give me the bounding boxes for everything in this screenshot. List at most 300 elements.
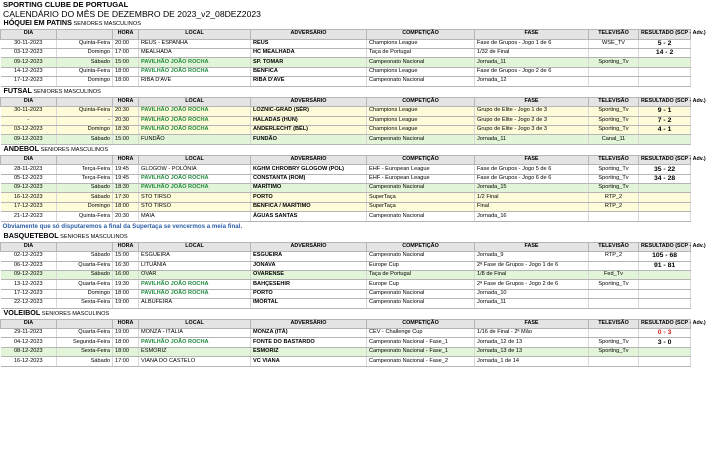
date-cell: 16-12-2023 [1, 357, 57, 366]
column-header: TELEVISÃO [589, 30, 639, 39]
column-header: RESULTADO (SCP - Adv.) [639, 97, 691, 106]
opponent-cell: OVARENSE [251, 270, 367, 279]
weekday-cell: Quinta-Feira [57, 212, 113, 221]
result-cell: 0 - 3 [639, 329, 691, 338]
table-row [1, 39, 691, 48]
column-header: LOCAL [139, 319, 251, 328]
tv-cell: Sporting_Tv [589, 184, 639, 193]
result-cell: 14 - 2 [639, 48, 691, 57]
opponent-cell: ÁGUAS SANTAS [251, 212, 367, 221]
competition-cell: Champions League [367, 125, 475, 134]
opponent-cell: HALADAS (HUN) [251, 116, 367, 125]
venue-cell: OVAR [139, 270, 251, 279]
competition-cell: Campeonato Nacional [367, 135, 475, 144]
opponent-cell: MONZA (ITÁ) [251, 329, 367, 338]
column-header: TELEVISÃO [589, 155, 639, 164]
competition-cell: SuperTaça [367, 193, 475, 202]
time-cell: 17:00 [113, 48, 139, 57]
competition-cell: Champions League [367, 39, 475, 48]
weekday-cell: Quinta-Feira [57, 107, 113, 116]
column-header: HORA [113, 319, 139, 328]
time-cell: 16:00 [113, 270, 139, 279]
time-cell: 18:30 [113, 125, 139, 134]
time-cell: 19:00 [113, 329, 139, 338]
table-row [1, 329, 691, 338]
column-header: TELEVISÃO [589, 319, 639, 328]
weekday-cell: Domingo [57, 48, 113, 57]
tv-cell: Fed_Tv [589, 270, 639, 279]
weekday-cell: Quarta-Feira [57, 329, 113, 338]
time-cell: 20:30 [113, 107, 139, 116]
weekday-cell: Sexta-Feira [57, 299, 113, 308]
tv-cell: RTP_2 [589, 202, 639, 211]
venue-cell: RIBA D'AVE [139, 77, 251, 86]
table-row [1, 135, 691, 144]
venue-cell: PAVILHÃO JOÃO ROCHA [139, 184, 251, 193]
time-cell: 20:00 [113, 39, 139, 48]
phase-cell: Jornada_16 [475, 212, 589, 221]
venue-cell: ESMORIZ [139, 347, 251, 356]
time-cell: 16:30 [113, 261, 139, 270]
table-row [1, 299, 691, 308]
column-header: RESULTADO (SCP - Adv.) [639, 155, 691, 164]
opponent-cell: BAHÇESEHIR [251, 280, 367, 289]
date-cell: 17-12-2023 [1, 289, 57, 298]
column-header: LOCAL [139, 242, 251, 251]
phase-cell: Jornada_11 [475, 299, 589, 308]
opponent-cell: REUS [251, 39, 367, 48]
opponent-cell: FUNDÃO [251, 135, 367, 144]
weekday-cell: Sexta-Feira [57, 347, 113, 356]
time-cell: 15:00 [113, 58, 139, 67]
column-header: FASE [475, 97, 589, 106]
result-cell [639, 202, 691, 211]
result-cell [639, 77, 691, 86]
date-cell: 09-12-2023 [1, 270, 57, 279]
opponent-cell: RIBA D'AVE [251, 77, 367, 86]
category-label: SENIORES MASCULINOS [71, 21, 141, 28]
table-row [1, 261, 691, 270]
opponent-cell: MARÍTIMO [251, 184, 367, 193]
opponent-cell: IMORTAL [251, 299, 367, 308]
time-cell: 19:45 [113, 174, 139, 183]
phase-cell: 1/32 de Final [475, 48, 589, 57]
venue-cell: STO TIRSO [139, 202, 251, 211]
venue-cell: REUS - ESPANHA [139, 39, 251, 48]
table-row [1, 125, 691, 134]
weekday-cell: Quarta-Feira [57, 261, 113, 270]
result-cell [639, 67, 691, 76]
date-cell: 16-12-2023 [1, 193, 57, 202]
column-header: ADVERSÁRIO [251, 242, 367, 251]
competition-cell: Champions League [367, 67, 475, 76]
column-header: RESULTADO (SCP - Adv.) [639, 30, 691, 39]
table-row [1, 280, 691, 289]
phase-cell: Jornada_9 [475, 252, 589, 261]
section-title [1, 86, 691, 97]
section-title [1, 19, 691, 30]
time-cell: 18:00 [113, 77, 139, 86]
date-cell: 06-12-2023 [1, 261, 57, 270]
weekday-cell: Sábado [57, 252, 113, 261]
result-cell [639, 347, 691, 356]
column-header: COMPETIÇÃO [367, 155, 475, 164]
opponent-cell: VC VIANA [251, 357, 367, 366]
tv-cell [589, 48, 639, 57]
venue-cell: ESGUEIRA [139, 252, 251, 261]
phase-cell: Fase de Grupos - Jogo 1 de 6 [475, 39, 589, 48]
weekday-cell: Domingo [57, 202, 113, 211]
table-row [1, 270, 691, 279]
time-cell: 15:00 [113, 252, 139, 261]
column-header [57, 155, 113, 164]
competition-cell: Taça de Portugal [367, 270, 475, 279]
supertaca-note: Obviamente que só disputaremos a final da Supertaça se vencermos a meia final. [2, 222, 243, 230]
weekday-cell: Quinta-Feira [57, 67, 113, 76]
sport-name: HÓQUEI EM PATINS [3, 18, 72, 28]
table-row [1, 347, 691, 356]
tv-cell: Canal_11 [589, 135, 639, 144]
tv-cell: Sporting_Tv [589, 107, 639, 116]
result-cell [639, 58, 691, 67]
column-header-row [1, 155, 691, 164]
weekday-cell: Sábado [57, 184, 113, 193]
time-cell: 19:00 [113, 299, 139, 308]
weekday-cell: Quarta-Feira [57, 280, 113, 289]
table-row [1, 107, 691, 116]
result-cell: 34 - 28 [639, 174, 691, 183]
result-cell: 5 - 2 [639, 39, 691, 48]
competition-cell: Campeonato Nacional [367, 212, 475, 221]
tv-cell [589, 261, 639, 270]
weekday-cell: Segunda-Feira [57, 338, 113, 347]
tv-cell: WSE_TV [589, 39, 639, 48]
phase-cell: Fase de Grupos - Jogo 6 de 6 [475, 174, 589, 183]
phase-cell: Jornada_13 de 13 [475, 347, 589, 356]
tv-cell [589, 212, 639, 221]
competition-cell: Campeonato Nacional [367, 58, 475, 67]
table-row [1, 116, 691, 125]
phase-cell: Jornada_10 [475, 289, 589, 298]
phase-cell: Grupo de Elite - Jogo 3 de 3 [475, 125, 589, 134]
venue-cell: STO TIRSO [139, 193, 251, 202]
date-cell: 22-12-2023 [1, 299, 57, 308]
date-cell: 09-12-2023 [1, 184, 57, 193]
table-row [1, 212, 691, 221]
section-title [1, 144, 691, 155]
competition-cell: Campeonato Nacional [367, 77, 475, 86]
venue-cell: FUNDÃO [139, 135, 251, 144]
column-header-row [1, 319, 691, 328]
phase-cell: Jornada_12 [475, 77, 589, 86]
venue-cell: PAVILHÃO JOÃO ROCHA [139, 107, 251, 116]
result-cell [639, 280, 691, 289]
result-cell: 4 - 1 [639, 125, 691, 134]
column-header: DIA [1, 242, 57, 251]
category-label: SENIORES MASCULINOS [40, 310, 110, 317]
weekday-cell: Domingo [57, 77, 113, 86]
competition-cell: EHF - European League [367, 165, 475, 174]
competition-cell: Taça de Portugal [367, 48, 475, 57]
date-cell: 13-12-2023 [1, 280, 57, 289]
note-row [1, 221, 691, 232]
column-header: ADVERSÁRIO [251, 30, 367, 39]
tv-cell [589, 77, 639, 86]
opponent-cell: JONAVA [251, 261, 367, 270]
date-cell: 02-12-2023 [1, 252, 57, 261]
weekday-cell: - [57, 116, 113, 125]
weekday-cell: Sábado [57, 135, 113, 144]
tv-cell [589, 357, 639, 366]
section-header [1, 19, 691, 30]
time-cell: 15:00 [113, 135, 139, 144]
club-name: SPORTING CLUBE DE PORTUGAL [3, 0, 129, 9]
column-header: ADVERSÁRIO [251, 319, 367, 328]
time-cell: 20:30 [113, 116, 139, 125]
opponent-cell: PORTO [251, 289, 367, 298]
competition-cell: Campeonato Nacional - Fase_2 [367, 357, 475, 366]
column-header: HORA [113, 155, 139, 164]
time-cell: 17:30 [113, 193, 139, 202]
section-title [1, 232, 691, 243]
date-cell: 03-12-2023 [1, 48, 57, 57]
table-row [1, 67, 691, 76]
weekday-cell: Domingo [57, 289, 113, 298]
competition-cell: EHF - European League [367, 174, 475, 183]
venue-cell: PAVILHÃO JOÃO ROCHA [139, 67, 251, 76]
phase-cell: Jornada_12 de 13 [475, 338, 589, 347]
date-cell: - [1, 116, 57, 125]
column-header: DIA [1, 97, 57, 106]
date-cell: 17-12-2023 [1, 77, 57, 86]
column-header: FASE [475, 319, 589, 328]
venue-cell: PAVILHÃO JOÃO ROCHA [139, 58, 251, 67]
result-cell: 3 - 0 [639, 338, 691, 347]
time-cell: 20:30 [113, 212, 139, 221]
time-cell: 18:00 [113, 347, 139, 356]
calendar-table [0, 18, 706, 367]
time-cell: 17:00 [113, 357, 139, 366]
weekday-cell: Domingo [57, 125, 113, 134]
table-row [1, 252, 691, 261]
tv-cell: Sporting_Tv [589, 125, 639, 134]
opponent-cell: ESMORIZ [251, 347, 367, 356]
column-header: DIA [1, 30, 57, 39]
opponent-cell: HC MEALHADA [251, 48, 367, 57]
column-header: COMPETIÇÃO [367, 97, 475, 106]
time-cell: 19:45 [113, 165, 139, 174]
opponent-cell: KGHM CHROBRY GLOGOW (POL) [251, 165, 367, 174]
tv-cell [589, 67, 639, 76]
opponent-cell: ANDERLECHT (BÉL) [251, 125, 367, 134]
tv-cell: Sporting_Tv [589, 338, 639, 347]
competition-cell: Campeonato Nacional [367, 252, 475, 261]
result-cell [639, 299, 691, 308]
column-header: FASE [475, 155, 589, 164]
phase-cell: Fase de Grupos - Jogo 2 de 6 [475, 67, 589, 76]
weekday-cell: Sábado [57, 193, 113, 202]
phase-cell: Final [475, 202, 589, 211]
phase-cell: Fase de Grupos - Jogo 5 de 6 [475, 165, 589, 174]
table-row [1, 202, 691, 211]
competition-cell: Campeonato Nacional - Fase_1 [367, 347, 475, 356]
phase-cell: 2ª Fase de Grupos - Jogo 1 de 6 [475, 261, 589, 270]
weekday-cell: Sábado [57, 357, 113, 366]
date-cell: 30-11-2023 [1, 107, 57, 116]
venue-cell: GLOGOW - POLÓNIA [139, 165, 251, 174]
time-cell: 18:00 [113, 67, 139, 76]
opponent-cell: CONSTANTA (ROM) [251, 174, 367, 183]
date-cell: 28-11-2023 [1, 165, 57, 174]
tv-cell: RTP_2 [589, 252, 639, 261]
date-cell: 14-12-2023 [1, 67, 57, 76]
tv-cell: RTP_2 [589, 193, 639, 202]
weekday-cell: Quinta-Feira [57, 39, 113, 48]
venue-cell: PAVILHÃO JOÃO ROCHA [139, 280, 251, 289]
competition-cell: Champions League [367, 116, 475, 125]
tv-cell: Sporting_Tv [589, 58, 639, 67]
category-label: SENIORES MASCULINOS [39, 146, 109, 153]
result-cell [639, 193, 691, 202]
phase-cell: Jornada_1 de 14 [475, 357, 589, 366]
tv-cell: Sporting_Tv [589, 280, 639, 289]
column-header: TELEVISÃO [589, 242, 639, 251]
column-header [57, 242, 113, 251]
result-cell [639, 184, 691, 193]
table-row [1, 174, 691, 183]
result-cell [639, 212, 691, 221]
weekday-cell: Sábado [57, 58, 113, 67]
column-header: HORA [113, 242, 139, 251]
column-header [57, 30, 113, 39]
weekday-cell: Sábado [57, 270, 113, 279]
venue-cell: VIANA DO CASTELO [139, 357, 251, 366]
result-cell: 105 - 68 [639, 252, 691, 261]
phase-cell: Jornada_11 [475, 135, 589, 144]
competition-cell: Europe Cup [367, 261, 475, 270]
column-header: LOCAL [139, 155, 251, 164]
date-cell: 30-11-2023 [1, 39, 57, 48]
table-row [1, 338, 691, 347]
column-header: COMPETIÇÃO [367, 30, 475, 39]
sport-name: FUTSAL [3, 85, 32, 95]
result-cell [639, 270, 691, 279]
tv-cell [589, 289, 639, 298]
opponent-cell: PORTO [251, 193, 367, 202]
date-cell: 08-12-2023 [1, 347, 57, 356]
opponent-cell: SP. TOMAR [251, 58, 367, 67]
column-header: DIA [1, 319, 57, 328]
result-cell: 35 - 22 [639, 165, 691, 174]
competition-cell: Campeonato Nacional [367, 184, 475, 193]
table-row [1, 289, 691, 298]
phase-cell: Grupo de Elite - Jogo 2 de 3 [475, 116, 589, 125]
venue-cell: PAVILHÃO JOÃO ROCHA [139, 116, 251, 125]
column-header: HORA [113, 30, 139, 39]
column-header [57, 97, 113, 106]
table-row [1, 48, 691, 57]
date-cell: 09-12-2023 [1, 58, 57, 67]
column-header: TELEVISÃO [589, 97, 639, 106]
weekday-cell: Terça-Feira [57, 174, 113, 183]
section-header [1, 144, 691, 155]
column-header: LOCAL [139, 97, 251, 106]
venue-cell: LITUÂNIA [139, 261, 251, 270]
phase-cell: Grupo de Elite - Jogo 1 de 3 [475, 107, 589, 116]
table-row [1, 165, 691, 174]
phase-cell: 1/16 de Final - 2ª Mão [475, 329, 589, 338]
date-cell: 04-12-2023 [1, 338, 57, 347]
tv-cell [589, 329, 639, 338]
venue-cell: PAVILHÃO JOÃO ROCHA [139, 338, 251, 347]
date-cell: 17-12-2023 [1, 202, 57, 211]
date-cell: 09-12-2023 [1, 135, 57, 144]
date-cell: 05-12-2023 [1, 174, 57, 183]
column-header: LOCAL [139, 30, 251, 39]
result-cell: 7 - 2 [639, 116, 691, 125]
opponent-cell: BENFICA / MARÍTIMO [251, 202, 367, 211]
phase-cell: 2ª Fase de Grupos - Jogo 2 de 6 [475, 280, 589, 289]
column-header: ADVERSÁRIO [251, 155, 367, 164]
column-header: FASE [475, 30, 589, 39]
sport-name: VOLEIBOL [3, 307, 41, 317]
competition-cell: Europe Cup [367, 280, 475, 289]
section-title [1, 308, 691, 319]
venue-cell: PAVILHÃO JOÃO ROCHA [139, 289, 251, 298]
result-cell: 91 - 81 [639, 261, 691, 270]
sport-name: BASQUETEBOL [3, 230, 59, 240]
weekday-cell: Terça-Feira [57, 165, 113, 174]
tv-cell: Sporting_Tv [589, 174, 639, 183]
table-row [1, 184, 691, 193]
result-cell [639, 357, 691, 366]
competition-cell: Campeonato Nacional - Fase_1 [367, 338, 475, 347]
table-row [1, 193, 691, 202]
time-cell: 18:30 [113, 184, 139, 193]
venue-cell: PAVILHÃO JOÃO ROCHA [139, 174, 251, 183]
competition-cell: CEV - Challenge Cup [367, 329, 475, 338]
section-header [1, 232, 691, 243]
result-cell [639, 135, 691, 144]
opponent-cell: ESGUEIRA [251, 252, 367, 261]
column-header: COMPETIÇÃO [367, 319, 475, 328]
time-cell: 18:00 [113, 289, 139, 298]
competition-cell: Champions League [367, 107, 475, 116]
category-label: SENIORES MASCULINOS [58, 233, 128, 240]
column-header: RESULTADO (SCP - Adv.) [639, 319, 691, 328]
phase-cell: 1/2 Final [475, 193, 589, 202]
date-cell: 21-12-2023 [1, 212, 57, 221]
result-cell: 9 - 1 [639, 107, 691, 116]
venue-cell: PAVILHÃO JOÃO ROCHA [139, 125, 251, 134]
competition-cell: SuperTaça [367, 202, 475, 211]
sport-name: ANDEBOL [3, 143, 40, 153]
table-row [1, 77, 691, 86]
column-header-row [1, 242, 691, 251]
column-header: FASE [475, 242, 589, 251]
time-cell: 18:00 [113, 202, 139, 211]
table-row [1, 357, 691, 366]
phase-cell: Jornada_11 [475, 58, 589, 67]
tv-cell [589, 299, 639, 308]
time-cell: 19:30 [113, 280, 139, 289]
calendar-title: CALENDÁRIO DO MÊS DE DEZEMBRO DE 2023_v2_08DEZ2023 [3, 9, 261, 19]
table-row [1, 58, 691, 67]
column-header-row [1, 97, 691, 106]
competition-cell: Campeonato Nacional [367, 299, 475, 308]
column-header: ADVERSÁRIO [251, 97, 367, 106]
column-header-row [1, 30, 691, 39]
